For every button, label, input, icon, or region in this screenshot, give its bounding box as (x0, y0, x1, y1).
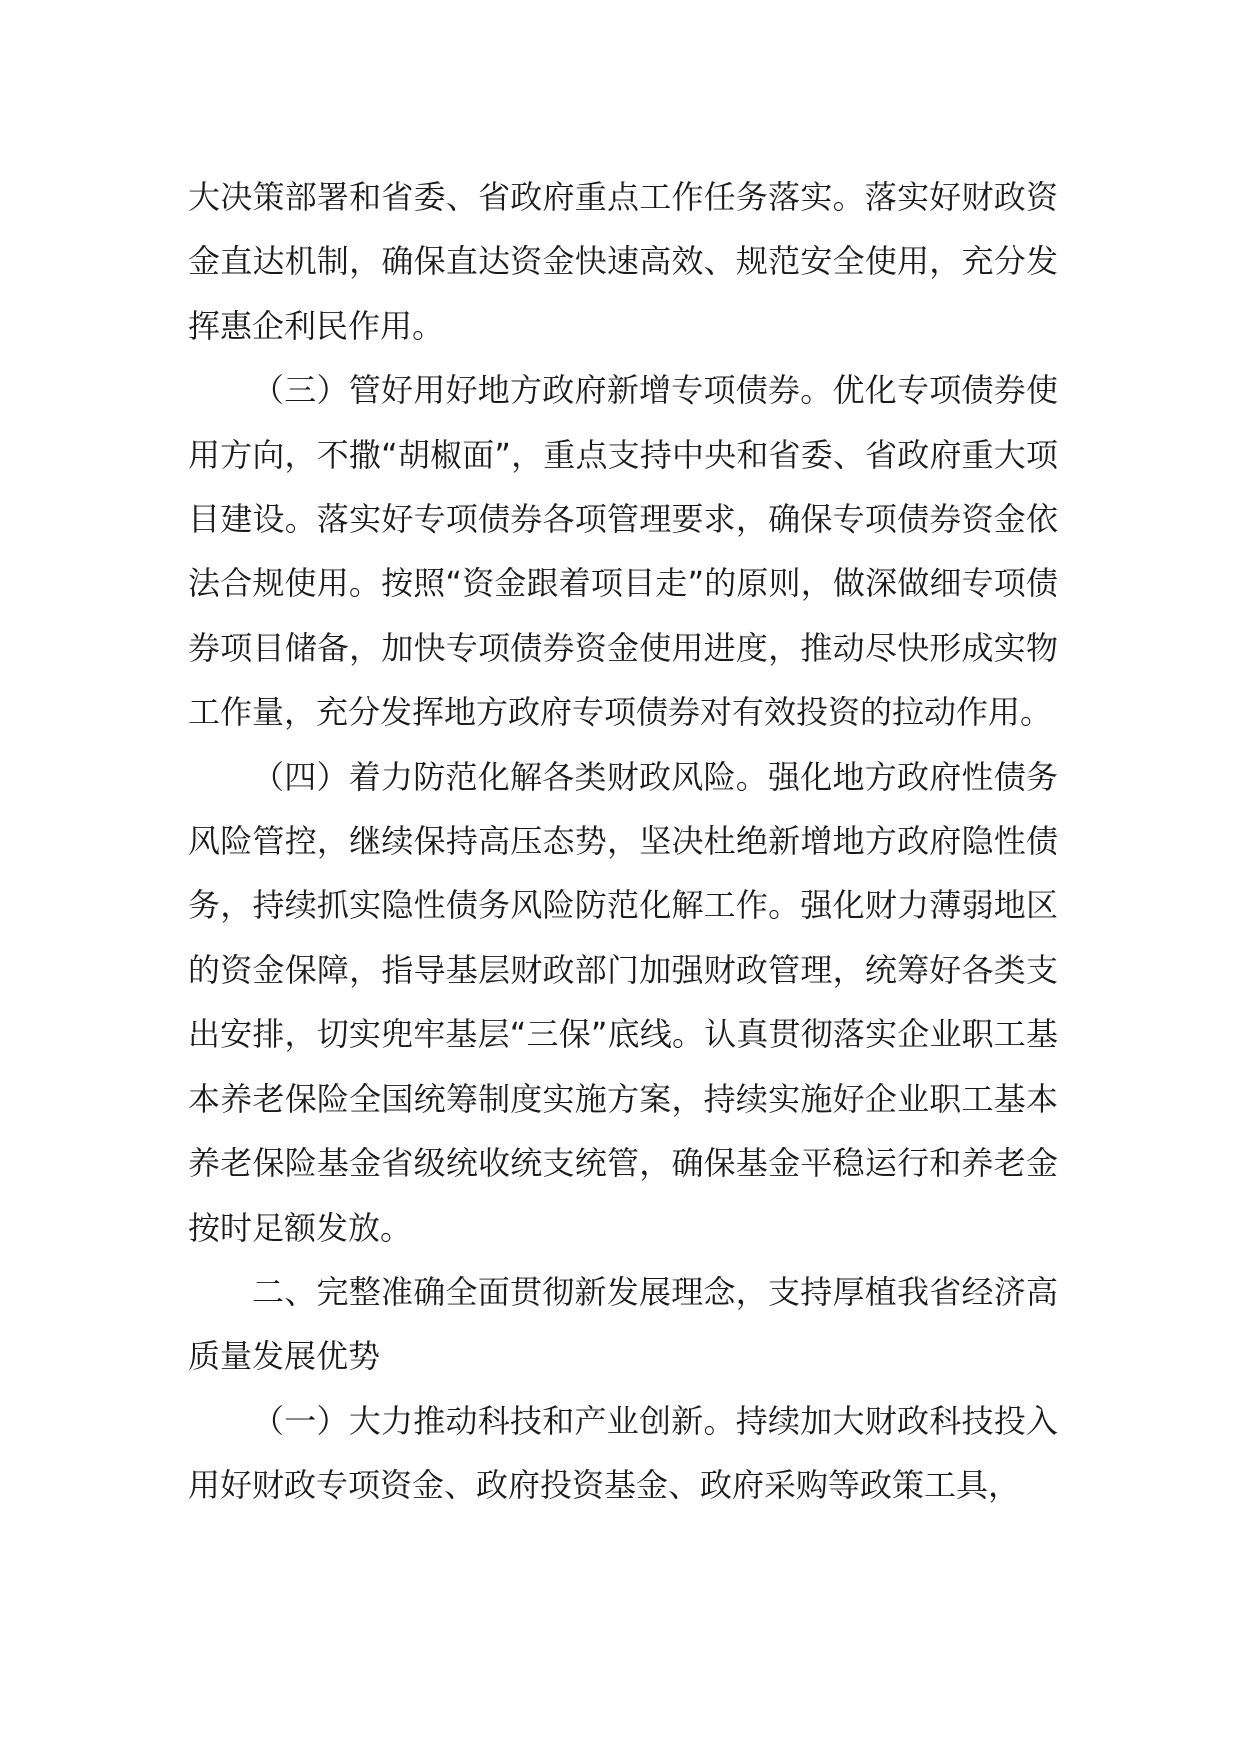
paragraph-continuation: 大决策部署和省委、省政府重点工作任务落实。落实好财政资金直达机制，确保直达资金快速高效、规范安全使用，充分发挥惠企利民作用。 (188, 178, 1058, 345)
paragraph-section-three: （三）管好用好地方政府新增专项债券。优化专项债券使用方向，不撒“胡椒面”，重点支持中央和省委、省政府重大项目建设。落实好专项债券各项管理要求，确保专项债券资金依法合规使用。按照“资金跟着项目走”的原则，做深做细专项债券项目储备，加快专项债券资金使用进度，推动尽快形成实物工作量，充分发挥地方政府专项债券对有效投资的拉动作用。 (188, 371, 1058, 732)
paragraph-section-four: （四）着力防范化解各类财政风险。强化地方政府性债务风险管控，继续保持高压态势，坚决杜绝新增地方政府隐性债务，持续抓实隐性债务风险防范化解工作。强化财力薄弱地区的资金保障，指导基层财政部门加强财政管理，统筹好各类支出安排，切实兜牢基层“三保”底线。认真贯彻落实企业职工基本养老保险全国统筹制度实施方案，持续实施好企业职工基本养老保险基金省级统收统支统管，确保基金平稳运行和养老金按时足额发放。 (188, 757, 1058, 1247)
heading-part-two: 二、完整准确全面贯彻新发展理念，支持厚植我省经济高质量发展优势 (188, 1272, 1058, 1376)
paragraph-section-one: （一）大力推动科技和产业创新。持续加大财政科技投入用好财政专项资金、政府投资基金、政府采购等政策工具， (188, 1401, 1058, 1505)
document-body (188, 165, 1058, 1518)
